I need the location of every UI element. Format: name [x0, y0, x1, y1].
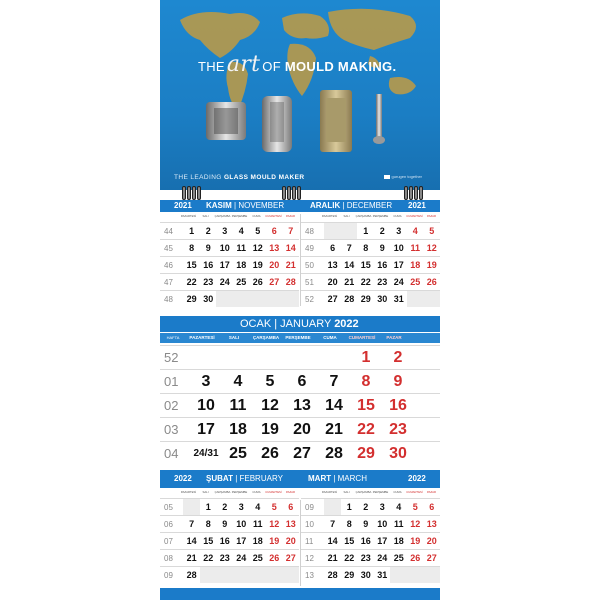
- day-cell: 29: [186, 294, 197, 304]
- jan-title: OCAK | JANUARY 2022: [240, 318, 359, 330]
- day-cell: 4: [238, 226, 244, 236]
- wall-calendar: [160, 0, 440, 600]
- day-cell: 16: [377, 260, 388, 270]
- day-cell: [283, 291, 300, 307]
- day-cell: 23: [389, 421, 407, 438]
- day-cell: 6: [271, 226, 277, 236]
- day-cell: 27: [426, 553, 437, 563]
- logo-mark-icon: [384, 175, 390, 179]
- weekday-label: PAZAR: [386, 335, 402, 340]
- week-row: [301, 532, 440, 549]
- week-row: [160, 393, 440, 417]
- day-cell: 26: [410, 553, 421, 563]
- weekday-label: SALI: [228, 335, 240, 340]
- week-number: 12: [305, 553, 314, 563]
- day-cell: 2: [393, 349, 403, 366]
- day-cell: 11: [393, 519, 404, 529]
- spiral-coil: [292, 186, 296, 200]
- spiral-coil: [414, 186, 418, 200]
- day-cell: 21: [327, 553, 338, 563]
- day-cell: 13: [327, 260, 338, 270]
- week-row: [160, 239, 299, 256]
- day-cell: 19: [426, 260, 437, 270]
- day-cell: 23: [360, 553, 371, 563]
- day-cell: 5: [255, 226, 261, 236]
- week-row: [160, 566, 299, 583]
- spiral-coil-group: [282, 186, 306, 200]
- day-cell: 21: [325, 421, 343, 438]
- day-cell: 24: [393, 277, 404, 287]
- day-cell: 29: [360, 294, 371, 304]
- day-cell: 18: [229, 421, 247, 438]
- day-cell: 2: [205, 226, 211, 236]
- week-row: [160, 369, 440, 393]
- day-cell: 21: [344, 277, 355, 287]
- week-number: 07: [164, 536, 173, 546]
- week-number: 09: [305, 502, 314, 512]
- day-cell: 14: [327, 536, 338, 546]
- mar-year: 2022: [408, 474, 426, 483]
- week-number: 02: [164, 398, 179, 413]
- spiral-coil-group: [182, 186, 206, 200]
- week-number: 10: [305, 519, 314, 529]
- weekday-label: PERŞEMBE: [372, 214, 389, 218]
- weekday-label: SALI: [202, 490, 209, 494]
- day-cell: 9: [393, 373, 403, 390]
- day-cell: 22: [186, 277, 197, 287]
- week-row: [301, 498, 440, 515]
- weekday-label: SALI: [202, 214, 209, 218]
- day-cell: 11: [236, 243, 246, 253]
- weekday-label: CUMARTESİ: [265, 490, 282, 494]
- week-row: [301, 566, 440, 583]
- week-number: 13: [305, 570, 314, 580]
- day-cell: 26: [261, 445, 279, 462]
- day-cell: 12: [269, 519, 280, 529]
- week-row: [301, 239, 440, 256]
- day-cell: [266, 291, 283, 307]
- day-cell: 3: [238, 502, 244, 512]
- day-cell: 8: [205, 519, 211, 529]
- day-cell: [183, 499, 200, 515]
- day-cell: 31: [393, 294, 404, 304]
- day-cell: [407, 567, 424, 583]
- hero-headline-art: art: [226, 52, 261, 77]
- week-row: [160, 532, 299, 549]
- spiral-coil: [404, 186, 408, 200]
- day-cell: 18: [236, 260, 247, 270]
- day-cell: 6: [429, 502, 435, 512]
- spiral-coil-group: [404, 186, 428, 200]
- day-cell: 27: [327, 294, 338, 304]
- weekday-label: PAZARTESİ: [180, 214, 197, 218]
- feb-year: 2022: [174, 474, 192, 483]
- weekday-label: CUMA: [252, 214, 261, 218]
- day-cell: 23: [203, 277, 214, 287]
- week-row: [301, 273, 440, 290]
- day-cell: 12: [252, 243, 263, 253]
- day-cell: 29: [344, 570, 355, 580]
- spiral-coil: [409, 186, 413, 200]
- day-cell: 1: [361, 349, 371, 366]
- day-cell: 15: [344, 536, 355, 546]
- weekday-label: PERŞEMBE: [231, 490, 248, 494]
- day-cell: 15: [186, 260, 197, 270]
- day-cell: [424, 567, 441, 583]
- week-number: 52: [164, 350, 179, 365]
- day-cell: 25: [236, 277, 247, 287]
- day-cell: 10: [219, 243, 230, 253]
- week-row: [301, 256, 440, 273]
- day-cell: 21: [285, 260, 296, 270]
- day-cell: 28: [325, 445, 343, 462]
- day-cell: 16: [389, 397, 407, 414]
- day-cell: [324, 223, 341, 239]
- day-cell: 14: [186, 536, 197, 546]
- bottom-divider: [300, 500, 301, 586]
- nov-title: KASIM | NOVEMBER: [206, 201, 285, 210]
- day-cell: 28: [186, 570, 197, 580]
- main-month-band: [160, 316, 440, 332]
- weekday-label: ÇARŞAMBA: [252, 335, 280, 340]
- dec-year: 2021: [408, 201, 426, 210]
- day-cell: [216, 291, 233, 307]
- day-cell: [200, 567, 217, 583]
- day-cell: 28: [344, 294, 355, 304]
- day-cell: 23: [377, 277, 388, 287]
- day-cell: 5: [429, 226, 435, 236]
- day-cell: 5: [265, 373, 275, 390]
- day-cell: 25: [229, 445, 247, 462]
- day-cell: [249, 291, 266, 307]
- day-cell: 22: [360, 277, 371, 287]
- day-cell: 13: [269, 243, 280, 253]
- day-cell: 25: [410, 277, 421, 287]
- day-cell: [324, 499, 341, 515]
- day-cell: 20: [269, 260, 280, 270]
- day-cell: 2: [222, 502, 228, 512]
- day-cell: 11: [410, 243, 421, 253]
- day-cell: 6: [330, 243, 336, 253]
- weekday-label: CUMA: [323, 335, 337, 340]
- day-cell: 26: [252, 277, 263, 287]
- weekday-label: ÇARŞAMBA: [355, 214, 372, 218]
- weekday-label: PAZAR: [285, 214, 296, 218]
- weekday-label: CUMA: [393, 214, 402, 218]
- day-cell: [266, 567, 283, 583]
- day-cell: 18: [393, 536, 404, 546]
- spiral-coil: [419, 186, 423, 200]
- day-cell: 23: [219, 553, 230, 563]
- day-cell: 3: [396, 226, 402, 236]
- day-cell: [233, 567, 250, 583]
- week-number: 06: [164, 519, 173, 529]
- weekday-label: PAZAR: [285, 490, 296, 494]
- weekday-label: CUMARTESİ: [265, 214, 282, 218]
- day-cell: 8: [189, 243, 195, 253]
- day-cell: 13: [285, 519, 296, 529]
- day-cell: 30: [389, 445, 407, 462]
- day-cell: 16: [219, 536, 230, 546]
- weekday-label: PAZARTESİ: [321, 214, 338, 218]
- weekday-label: PERŞEMBE: [285, 335, 311, 340]
- day-cell: 6: [297, 373, 307, 390]
- day-cell: 7: [329, 373, 339, 390]
- day-cell: 4: [255, 502, 261, 512]
- day-cell: 22: [203, 553, 214, 563]
- spiral-coil: [192, 186, 196, 200]
- spiral-coil: [182, 186, 186, 200]
- day-cell: 24: [236, 553, 247, 563]
- week-row: [160, 290, 299, 307]
- day-cell: 1: [363, 226, 369, 236]
- day-cell: 6: [288, 502, 294, 512]
- day-cell: 3: [379, 502, 385, 512]
- week-row: [160, 549, 299, 566]
- day-cell: 22: [357, 421, 375, 438]
- day-cell: 15: [360, 260, 371, 270]
- day-cell: 20: [327, 277, 338, 287]
- week-row: [160, 222, 299, 239]
- weekday-label: PERŞEMBE: [231, 214, 248, 218]
- day-cell: 13: [426, 519, 437, 529]
- day-cell: 8: [346, 519, 352, 529]
- week-number: 03: [164, 422, 179, 437]
- week-row: [301, 290, 440, 307]
- day-cell: [341, 223, 358, 239]
- day-cell: 4: [396, 502, 402, 512]
- weekday-label: PAZARTESİ: [180, 490, 197, 494]
- day-cell: 1: [189, 226, 195, 236]
- spiral-coil: [197, 186, 201, 200]
- day-cell: 10: [393, 243, 404, 253]
- bottom-strip: [160, 588, 440, 600]
- day-cell: 15: [203, 536, 214, 546]
- week-number: 46: [164, 260, 173, 270]
- day-cell: 21: [186, 553, 197, 563]
- weekday-label: CUMARTESİ: [348, 335, 376, 340]
- day-cell: [249, 567, 266, 583]
- day-cell: 1: [346, 502, 352, 512]
- day-cell: 17: [393, 260, 404, 270]
- day-cell: 7: [189, 519, 195, 529]
- day-cell: 3: [222, 226, 228, 236]
- week-number: 48: [164, 294, 173, 304]
- bottom-months-band: [160, 470, 440, 488]
- weekday-label: CUMA: [252, 490, 261, 494]
- hero-tagline: THE LEADING GLASS MOULD MAKER: [174, 174, 305, 181]
- day-cell: 26: [269, 553, 280, 563]
- company-logo: gurugen together: [384, 174, 422, 179]
- week-number: 11: [305, 536, 314, 546]
- day-cell: 14: [285, 243, 296, 253]
- weekday-label: SALI: [343, 214, 350, 218]
- mould-products-image: [200, 88, 400, 168]
- spiral-coil: [187, 186, 191, 200]
- top-months-band: [160, 200, 440, 212]
- day-cell: 9: [205, 243, 211, 253]
- week-number: 47: [164, 277, 173, 287]
- weekday-label: PAZAR: [426, 214, 437, 218]
- day-cell: 12: [261, 397, 279, 414]
- day-cell: 17: [377, 536, 388, 546]
- day-cell: 18: [410, 260, 421, 270]
- day-cell: 9: [222, 519, 228, 529]
- day-cell: [283, 567, 300, 583]
- day-cell: 2: [379, 226, 385, 236]
- day-cell: 24: [377, 553, 388, 563]
- day-cell: 14: [344, 260, 355, 270]
- weekday-header-row: [160, 335, 410, 340]
- day-cell: 24: [219, 277, 230, 287]
- day-cell: 26: [426, 277, 437, 287]
- feb-title: ŞUBAT | FEBRUARY: [206, 474, 283, 483]
- day-cell: 25: [252, 553, 263, 563]
- day-cell: 7: [288, 226, 294, 236]
- day-cell: 20: [426, 536, 437, 546]
- week-row: [301, 549, 440, 566]
- weekday-label: CUMARTESİ: [406, 490, 423, 494]
- day-cell: 27: [285, 553, 296, 563]
- hero-image: [160, 0, 440, 190]
- day-cell: 30: [377, 294, 388, 304]
- week-row: [160, 345, 440, 369]
- week-number: 05: [164, 502, 173, 512]
- week-number: 50: [305, 260, 314, 270]
- day-cell: 16: [360, 536, 371, 546]
- day-cell: 19: [261, 421, 279, 438]
- day-cell: 10: [236, 519, 247, 529]
- weekday-label: SALI: [343, 490, 350, 494]
- mar-title: MART | MARCH: [308, 474, 367, 483]
- day-cell: 5: [271, 502, 277, 512]
- day-cell: 3: [201, 373, 211, 390]
- week-row: [301, 222, 440, 239]
- weekday-label: ÇARŞAMBA: [355, 490, 372, 494]
- week-number: 51: [305, 277, 314, 287]
- day-cell: 1: [205, 502, 211, 512]
- hero-headline: THEart OF MOULD MAKING.: [198, 52, 397, 77]
- week-number: 01: [164, 374, 179, 389]
- day-cell: 19: [252, 260, 263, 270]
- day-cell: [233, 291, 250, 307]
- day-cell: 13: [293, 397, 311, 414]
- day-cell: 27: [269, 277, 280, 287]
- weekday-label: PAZARTESİ: [189, 335, 215, 340]
- day-cell: 10: [377, 519, 388, 529]
- day-cell: 17: [197, 421, 215, 438]
- day-cell: 11: [229, 397, 247, 414]
- week-number: 45: [164, 243, 173, 253]
- day-cell: 28: [285, 277, 296, 287]
- day-cell: 19: [410, 536, 421, 546]
- day-cell: 7: [346, 243, 352, 253]
- week-row: [160, 515, 299, 532]
- week-number: 52: [305, 294, 314, 304]
- day-cell: 9: [379, 243, 385, 253]
- weekday-label: CUMARTESİ: [406, 214, 423, 218]
- week-row: [160, 417, 440, 441]
- day-cell: 18: [252, 536, 263, 546]
- weekday-label: CUMA: [393, 490, 402, 494]
- nov-year: 2021: [174, 201, 192, 210]
- week-header-label: HAFTA: [166, 335, 180, 340]
- day-cell: 31: [377, 570, 388, 580]
- weekday-label: PAZAR: [426, 490, 437, 494]
- top-divider: [300, 214, 301, 306]
- day-cell: 16: [203, 260, 214, 270]
- week-row: [160, 441, 440, 465]
- week-row: [160, 273, 299, 290]
- day-cell: 20: [285, 536, 296, 546]
- week-number: 04: [164, 446, 179, 461]
- week-number: 09: [164, 570, 173, 580]
- week-row: [301, 515, 440, 532]
- day-cell: 30: [360, 570, 371, 580]
- weekday-header-row: [321, 490, 440, 494]
- day-cell: 24/31: [193, 448, 219, 459]
- day-cell: 27: [293, 445, 311, 462]
- day-cell: 8: [363, 243, 369, 253]
- week-number: 48: [305, 226, 314, 236]
- week-number: 49: [305, 243, 314, 253]
- week-row: [160, 256, 299, 273]
- day-cell: 17: [236, 536, 247, 546]
- day-cell: 4: [412, 226, 418, 236]
- day-cell: 15: [357, 397, 375, 414]
- day-cell: [424, 291, 441, 307]
- day-cell: [390, 567, 407, 583]
- day-cell: 12: [410, 519, 421, 529]
- week-number: 44: [164, 226, 173, 236]
- day-cell: 11: [252, 519, 263, 529]
- weekday-label: ÇARŞAMBA: [214, 214, 231, 218]
- day-cell: 8: [361, 373, 371, 390]
- week-number: 08: [164, 553, 173, 563]
- weekday-header-row: [180, 214, 299, 218]
- day-cell: 28: [327, 570, 338, 580]
- day-cell: 5: [412, 502, 418, 512]
- day-cell: 29: [357, 445, 375, 462]
- weekday-label: PERŞEMBE: [372, 490, 389, 494]
- spiral-coil: [287, 186, 291, 200]
- day-cell: 22: [344, 553, 355, 563]
- day-cell: 4: [233, 373, 243, 390]
- day-cell: 2: [363, 502, 369, 512]
- day-cell: 25: [393, 553, 404, 563]
- weekday-label: ÇARŞAMBA: [214, 490, 231, 494]
- spiral-coil: [297, 186, 301, 200]
- day-cell: 10: [197, 397, 215, 414]
- day-cell: 19: [269, 536, 280, 546]
- day-cell: [216, 567, 233, 583]
- day-cell: 14: [325, 397, 343, 414]
- day-cell: 20: [293, 421, 311, 438]
- spiral-coil: [282, 186, 286, 200]
- weekday-header-row: [321, 214, 440, 218]
- day-cell: 17: [219, 260, 230, 270]
- weekday-header-row: [180, 490, 299, 494]
- weekday-label: PAZARTESİ: [321, 490, 338, 494]
- day-cell: 9: [363, 519, 369, 529]
- week-row: [160, 498, 299, 515]
- day-cell: 30: [203, 294, 214, 304]
- day-cell: 7: [330, 519, 336, 529]
- day-cell: [407, 291, 424, 307]
- dec-title: ARALIK | DECEMBER: [310, 201, 393, 210]
- day-cell: 12: [426, 243, 437, 253]
